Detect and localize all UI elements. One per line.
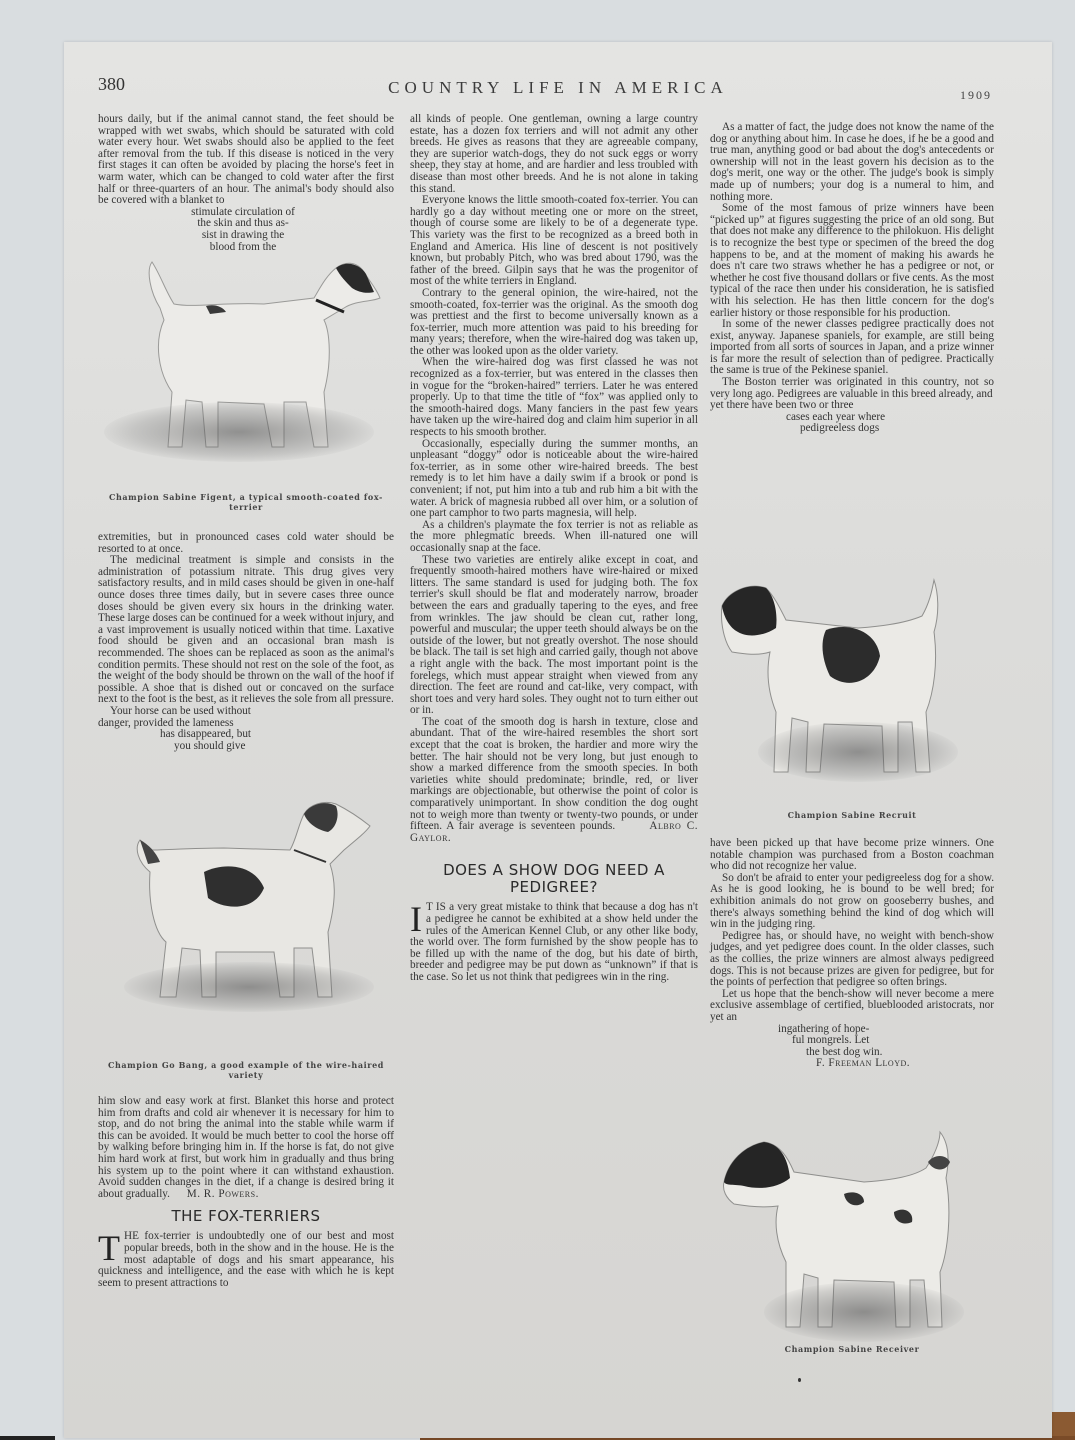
author-signature: Albro C. Gaylor. (410, 820, 698, 844)
article-heading-fox-terriers: THE FOX-TERRIERS (171, 1207, 321, 1226)
article-paragraph: These two varieties are entirely alike except in coat, and frequently smooth-haired mothers have wire-haired or mixed litters. The same standard is used for judging both. The fox terrier's skull should be flat and moderately narrow, broader between the ears and gradually tapering to the eyes, and free from wrinkles. The jaw should be clean cut, rather long, powerful and muscular; the upper teeth should always be on the outside of the lower, but not greatly overshot. The nose should be black. The tail is set high and carried gaily, though not above a right angle with the back. The most important point is the forelegs, which must appear straight when viewed from any direction. The feet are round and cat-like, very compact, with short toes and very hard soles. They ought not to turn either out or in. (410, 553, 698, 717)
article-paragraph: have been picked up that have become prize winners. One notable champion was purchased from a Boston coachman who did not recognize her value. (710, 837, 994, 873)
text-line: you should give (174, 739, 246, 752)
text-line: ful mongrels. Let (792, 1034, 870, 1047)
page-number: 380 (98, 74, 125, 94)
text-line: stimulate circulation of (191, 205, 295, 218)
article-paragraph: all kinds of people. One gentleman, owning a large country estate, has a dozen fox terriers and will not admit any other breeds. He gives as reasons that they are agreeable company, they are superior watch-dogs, they do not suck eggs or worry sheep, they stay at home, and are hardier and less troubled with disease than most other breeds. And he is not alone in taking this stand. (410, 113, 698, 195)
magazine-page (64, 42, 1052, 1438)
drop-cap: I (410, 899, 422, 940)
text-line: danger, provided the lameness (98, 716, 234, 729)
article-paragraph (410, 899, 698, 983)
text-line: Your horse can be used without (110, 704, 251, 717)
column-2 (410, 114, 698, 984)
photo-shadow (764, 1282, 964, 1342)
article-paragraph: When the wire-haired dog was first classed he was not recognized as a fox-terrier, but was entered in the classes then in vogue for the “broken-haired” terriers. Later he was entered properly. Up to that time the title of “fox” was applied only to the smooth-haired dogs. Many fanciers in the past few years have taken up the wire-haired dog and claim him superior in all respects to his smooth brother. (410, 356, 698, 439)
photo-shadow (104, 402, 374, 462)
drop-cap: T (98, 1228, 120, 1269)
photo-go-bang (104, 792, 394, 1012)
text-line: the skin and thus as- (197, 217, 289, 230)
article-heading-pedigree: DOES A SHOW DOG NEED A PEDIGREE? (443, 861, 665, 897)
column-1 (98, 114, 394, 253)
column-1-continued (98, 532, 394, 752)
article-paragraph: The Boston terrier was originated in this country, not so very long ago. Pedigrees are valuable in this breed already, and (710, 376, 994, 400)
photo-sabine-figent (94, 242, 394, 462)
caption-go-bang: Champion Go Bang, a good example of the wire-haired variety (108, 1060, 384, 1080)
wrapped-text (710, 1024, 940, 1070)
article-paragraph: As a children's playmate the fox terrier is not as reliable as the more phlegmatic breeds. When ill-natured one will occasionally snap at the face. (410, 518, 698, 554)
wrapped-text (710, 400, 920, 435)
article-paragraph: In some of the newer classes pedigree practically does not exist, anyway. Japanese spaniels, for example, are still being imported from all sorts of sources in Japan, and a prize winner is far more the result of selection than of pedigree. Practically the same is true of the Pekinese spaniel. (710, 318, 994, 377)
article-paragraph: Contrary to the general opinion, the wire-haired, not the smooth-coated, fox-terrier was the original. As the smooth dog was prettiest and the first to become universally known as a fox-terrier, much more attention was paid to his breeding for many years; therefore, when the wire-haired dog was taken up, the other was looked upon as the older variety. (410, 286, 698, 357)
photo-shadow (758, 722, 958, 782)
author-signature: M. R. Powers. (186, 1187, 259, 1200)
text-line: blood from the (209, 240, 277, 253)
dust-speck (798, 1378, 801, 1382)
article-paragraph: As a matter of fact, the judge does not know the name of the dog or anything about him. In case he does, if he be a good and true man, anything good or bad about the dog's antecedents or ownership will not in the least govern his decision as to the dog's merit, one way or the other. The judge's book is simply made up of numbers; your dog is a numeral to him, and nothing more. (710, 121, 994, 203)
text-line: yet there have been two or three (710, 399, 854, 412)
photo-sabine-recruit (708, 572, 978, 792)
article-paragraph: Let us hope that the bench-show will never become a mere exclusive assemblage of certified, blueblooded aristocrats, nor yet an (710, 987, 994, 1023)
article-paragraph (98, 1096, 394, 1200)
text-line: the best dog win. (806, 1045, 883, 1058)
article-paragraph: So don't be afraid to enter your pedigreeless dog for a show. As he is good looking, he is bound to be well bred; for exhibition animals do not grow on gooseberry bushes, and there's always something behind the kind of dog which will win in the judging ring. (710, 871, 994, 931)
author-signature: F. Freeman Lloyd. (816, 1057, 911, 1070)
caption-sabine-recruit: Champion Sabine Recruit (787, 810, 917, 820)
photo-shadow (124, 962, 374, 1012)
paragraph-text: HE fox-terrier is undoubtedly one of our best and most popular breeds, both in the show and in the house. He is the most adaptable of dogs and his smart appearance, his quickness and intelligence, and the ease with which he is kept seem to present attractions to (98, 1230, 394, 1289)
caption-sabine-figent: Champion Sabine Figent, a typical smooth-coated fox-terrier (109, 492, 383, 512)
text-line: has disappeared, but (160, 728, 252, 741)
article-paragraph: hours daily, but if the animal cannot stand, the feet should be wrapped with wet swabs, which should be saturated with cold water every hour. Wet swabs should also be applied to the feet after removal from the tub. If this disease is noticed in the very first stages it can often be avoided by placing the horse's feet in warm water, which can be changed to cold water after the first half or three-quarters of an hour. The animal's body should also be covered with a blanket to (98, 113, 394, 207)
article-paragraph: Pedigree has, or should have, no weight with bench-show judges, and yet pedigree does count. In the older classes, such as the collies, the prize winners are almost always pedigreed dogs. This is not because prizes are given for pedigree, but for the points of perfection that pedigree so often brings. (710, 929, 994, 989)
article-paragraph (410, 717, 698, 845)
column-3 (710, 122, 994, 435)
dark-corner (0, 1436, 55, 1440)
text-line: pedigreeless dogs (800, 422, 880, 435)
article-paragraph: Some of the most famous of prize winners have been “picked up” at figures suggesting the price of an old song. But that does not make any difference to the philokuon. His delight is to recognize the best type or specimen of the breed the dog happens to be, and at the moment of making his awards he does n't care two straws whether he has a pedigree or not, or whether he cost five thousand dollars or five cents. As the most typical of the race then under his consideration, he is satisfied with his selection. He has then little concern for the dog's earlier history or those responsible for his production. (710, 202, 994, 319)
paragraph-text: T IS a very great mistake to think that because a dog has n't a pedigree he cannot be exhibited at a show held under the rules of the American Kennel Club, or any other like body, the world over. The form furnished by the show people has to be filled up with the name of the dog, but his date of birth, breeder and pedigree may be put down as “unknown” if that is the case. So let us not think that pedigrees win in the ring. (410, 901, 698, 983)
text-line: cases each year where (786, 410, 886, 423)
text-line: ingathering of hope- (778, 1022, 870, 1035)
article-paragraph (98, 1228, 394, 1289)
text-line: sist in drawing the (201, 228, 285, 241)
column-1-bottom (98, 1096, 394, 1289)
magazine-title: COUNTRY LIFE IN AMERICA (388, 78, 728, 97)
article-paragraph: Occasionally, especially during the summer months, an unpleasant “doggy” odor is noticeable about the wire-haired fox-terrier, as in some other wire-haired breeds. The best remedy is to let him have a daily swim if a brook or pond is convenient; if not, put him into a tub and rub him a bit with the water. A brick of magnesia rubbed all over him, or a solution of one part camphor to two parts magnesia, will help. (410, 437, 698, 520)
issue-year: 1909 (960, 88, 992, 102)
photo-sabine-receiver (714, 1102, 994, 1342)
article-paragraph: Everyone knows the little smooth-coated fox-terrier. You can hardly go a day without meeting one or more on the street, though of course some are likely to be of a degenerate type. This variety was the first to be recognized as a breed both in England and America. His line of descent is not positively known, but probably Pitch, who was bred about 1790, was the father of the breed. Gilpin says that he was the progenitor of most of the white terriers in England. (410, 194, 698, 288)
caption-sabine-receiver: Champion Sabine Receiver (784, 1344, 920, 1354)
column-3-continued (710, 838, 994, 1070)
article-paragraph: The medicinal treatment is simple and consists in the administration of potassium nitrate. This drug gives very satisfactory results, and in mild cases should be given in one-half ounce doses three times daily, but in severe cases three ounce doses should be given every six hours in the drinking water. These large doses can be continued for a week without injury, and a vast improvement is usually noticed within that time. Laxative food should be given and an occasional bran mash is recommended. The shoes can be replaced as soon as the animal's condition permits. These should not rest on the sole of the foot, as the weight of the body should be thrown on the wall of the hoof if possible. A shoe that is dished out or concaved on the surface next to the foot is the best, as it relieves the sole from all pressure. (98, 554, 394, 706)
wrapped-text (98, 706, 308, 752)
paragraph-text: The coat of the smooth dog is harsh in texture, close and abundant. That of the wire-haired resembles the short sort except that the coat is broken, the hardier and more wiry the better. The hair should not be very long, but just enough to show a marked difference from the smooth species. In both varieties white should predominate; brindle, red, or liver markings are objectionable, but otherwise the point of color is comparatively unimportant. In show condition the dog ought not to weigh more than twenty or twenty-two pounds, or under fifteen. A fair average is seventeen pounds. (410, 715, 698, 833)
article-paragraph: extremities, but in pronounced cases cold water should be resorted to at once. (98, 531, 394, 555)
paragraph-text: him slow and easy work at first. Blanket this horse and protect him from drafts and cold air whenever it is necessary for him to stop, and do not bring the animal into the stable while warm if this can be avoided. It would be much better to cool the horse off by walking before bringing him in. If the horse is fat, do not give him hard work at first, but work him in gradually and thus bring his system up to the point where it can withstand exhaustion. Avoid sudden changes in the diet, if a change is desired bring it about gradually. (98, 1095, 394, 1200)
